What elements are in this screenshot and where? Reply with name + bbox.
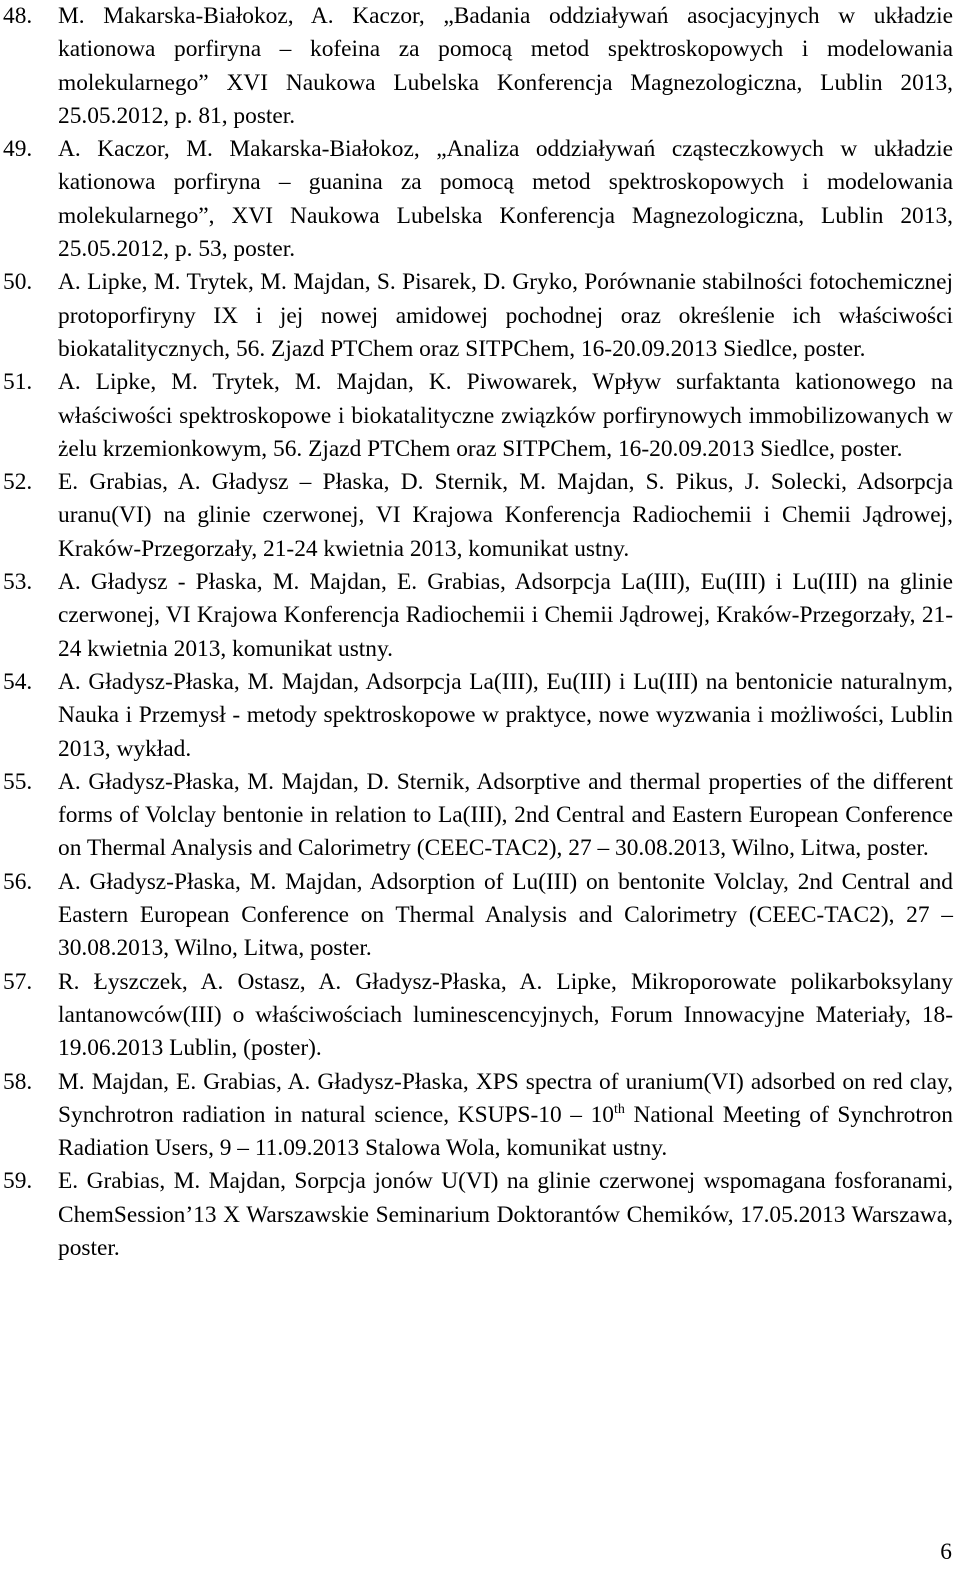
list-item [3, 466, 953, 566]
entry-number: 57. [3, 968, 33, 995]
entry-text: A. Gładysz-Płaska, M. Majdan, Adsorpcja La(III), Eu(III) i Lu(III) na bentonicie naturalnym, Nauka i Przemysł - metody spektroskopowe w praktyce, nowe wyzwania i możliwości, Lublin 2013, wykład. [58, 668, 953, 762]
list-item [3, 1165, 953, 1265]
entry-text: A. Gładysz-Płaska, M. Majdan, D. Sternik, Adsorptive and thermal properties of the different forms of Volclay bentonie in relation to La(III), 2nd Central and Eastern European Conference on Thermal Analysis and Calorimetry (CEEC-TAC2), 27 – 30.08.2013, Wilno, Litwa, poster. [58, 768, 953, 862]
list-item [3, 766, 953, 866]
entry-number: 51. [3, 369, 33, 396]
list-item [3, 666, 953, 766]
entry-text: E. Grabias, M. Majdan, Sorpcja jonów U(VI) na glinie czerwonej wspomagana fosforanami, ChemSession’13 X Warszawskie Seminarium Doktorantów Chemików, 17.05.2013 Warszawa, poster. [58, 1168, 953, 1261]
entry-text: A. Lipke, M. Trytek, M. Majdan, K. Piwowarek, Wpływ surfaktanta kationowego na właściwości spektroskopowe i biokatalityczne związków porfirynowych immobilizowanych w żelu krzemionkowym, 56. Zjazd PTChem oraz SITPChem, 16-20.09.2013 Siedlce, poster. [58, 369, 953, 462]
entry-text: A. Gładysz - Płaska, M. Majdan, E. Grabias, Adsorpcja La(III), Eu(III) i Lu(III) na glinie czerwonej, VI Krajowa Konferencja Radiochemii i Chemii Jądrowej, Kraków-Przegorzały, 21-24 kwietnia 2013, komunikat ustny. [58, 569, 953, 662]
entry-text: A. Lipke, M. Trytek, M. Majdan, S. Pisarek, D. Gryko, Porównanie stabilności fotochemicznej protoporfiryny IX i jej nowej amidowej pochodnej oraz określenie ich właściwości biokatalitycznych, 56. Zjazd PTChem oraz SITPChem, 16-20.09.2013 Siedlce, poster. [58, 269, 953, 362]
entry-number: 54. [3, 668, 33, 695]
entry-number: 56. [3, 868, 33, 895]
entry-text-before: M. Majdan, E. Grabias, A. Gładysz-Płaska, XPS spectra of uranium(VI) adsorbed on red clay, Synchrotron radiation in natural science, KSUPS-10 – 10 [58, 1068, 953, 1128]
entry-text-after: National Meeting of Synchrotron Radiation Users, 9 – 11.09.2013 Stalowa Wola, komunikat ustny. [58, 1101, 954, 1162]
list-item [3, 266, 953, 366]
list-item [3, 1066, 953, 1166]
list-item [3, 366, 953, 466]
entry-number: 53. [3, 569, 33, 596]
entry-text: A. Gładysz-Płaska, M. Majdan, Adsorption of Lu(III) on bentonite Volclay, 2nd Central and Eastern European Conference on Thermal Analysis and Calorimetry (CEEC-TAC2), 27 – 30.08.2013, Wilno, Litwa, poster. [58, 868, 953, 962]
list-item [3, 566, 953, 666]
entry-text [58, 1069, 953, 1162]
entry-text: A. Kaczor, M. Makarska-Białokoz, „Analiza oddziaływań cząsteczkowych w układzie kationowa porfiryna – guanina za pomocą metod spektroskopowych i modelowania molekularnego”, XVI Naukowa Lubelska Konferencja Magnezologiczna, Lublin 2013, 25.05.2012, p. 53, poster. [58, 136, 953, 263]
entry-number: 48. [3, 3, 33, 29]
bibliography-list [3, 0, 953, 1265]
list-item [3, 966, 953, 1066]
list-item [3, 133, 953, 266]
list-item [3, 0, 953, 133]
page-number: 6 [940, 1539, 952, 1565]
entry-number: 55. [3, 768, 33, 795]
entry-text: E. Grabias, A. Gładysz – Płaska, D. Sternik, M. Majdan, S. Pikus, J. Solecki, Adsorpcja uranu(VI) na glinie czerwonej, VI Krajowa Konferencja Radiochemii i Chemii Jądrowej, Kraków-Przegorzały, 21-24 kwietnia 2013, komunikat ustny. [58, 469, 953, 562]
entry-text: R. Łyszczek, A. Ostasz, A. Gładysz-Płaska, A. Lipke, Mikroporowate polikarboksylany lantanowców(III) o właściwościach luminescencyjnych, Forum Innowacyjne Materiały, 18-19.06.2013 Lublin, (poster). [58, 968, 953, 1062]
list-item [3, 866, 953, 966]
entry-number: 50. [3, 269, 33, 296]
entry-number: 52. [3, 469, 33, 496]
entry-text: M. Makarska-Białokoz, A. Kaczor, „Badania oddziaływań asocjacyjnych w układzie kationowa porfiryna – kofeina za pomocą metod spektroskopowych i modelowania molekularnego” XVI Naukowa Lubelska Konferencja Magnezologiczna, Lublin 2013, 25.05.2012, p. 81, poster. [58, 3, 953, 129]
entry-number: 58. [3, 1068, 33, 1095]
entry-number: 59. [3, 1168, 33, 1195]
superscript-text: th [614, 1101, 625, 1117]
entry-number: 49. [3, 136, 33, 163]
